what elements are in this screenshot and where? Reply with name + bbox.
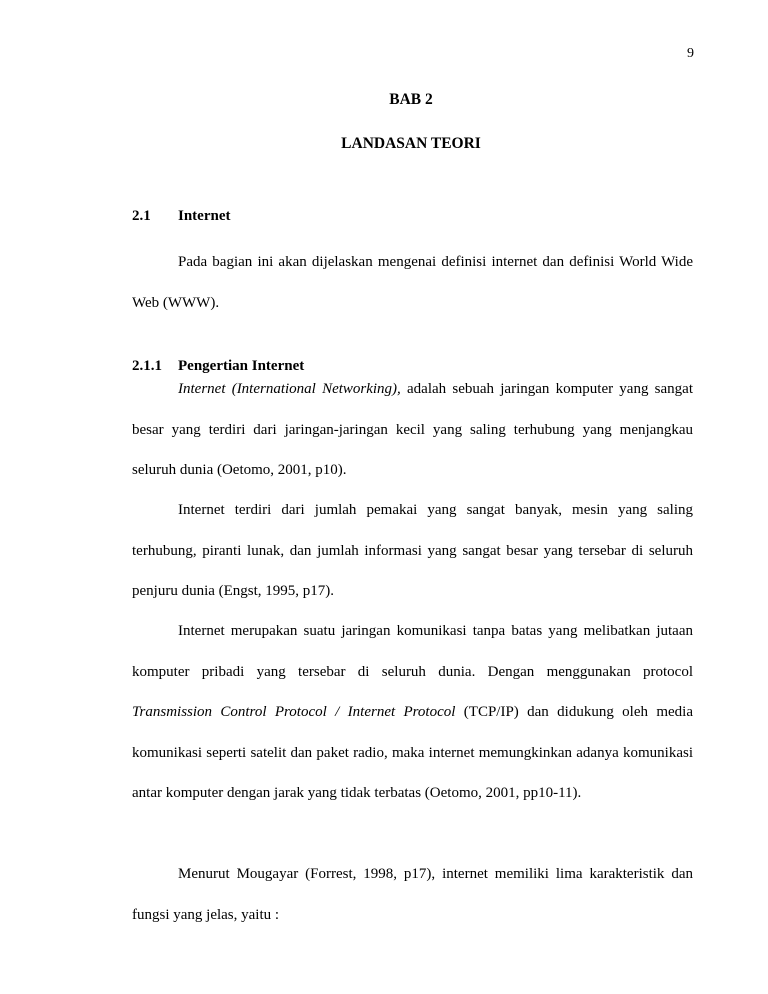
chapter-number: BAB 2 bbox=[389, 91, 433, 108]
paragraph-characteristics: Menurut Mougayar (Forrest, 1998, p17), internet memiliki lima karakteristik dan fungsi yang jelas, yaitu : bbox=[132, 866, 693, 923]
page-number: 9 bbox=[687, 46, 694, 61]
section-number: 2.1 bbox=[132, 208, 151, 224]
paragraph-text-before: Internet merupakan suatu jaringan komunikasi tanpa batas yang melibatkan jutaan komputer pribadi yang tersebar di seluruh dunia. Dengan menggunakan protocol bbox=[132, 623, 693, 680]
section-title: Internet bbox=[178, 208, 231, 224]
section-heading-2-1 bbox=[132, 208, 231, 225]
subsection-title: Pengertian Internet bbox=[178, 358, 305, 374]
paragraph-intro: Pada bagian ini akan dijelaskan mengenai definisi internet dan definisi World Wide Web (WWW). bbox=[132, 254, 693, 311]
paragraph-text-after: (TCP/IP) dan didukung oleh media komunikasi seperti satelit dan paket radio, maka internet memungkinkan adanya komunikasi antar komputer dengan jarak yang tidak terbatas (Oetomo, 2001, pp10-11). bbox=[132, 704, 693, 801]
italic-protocol: Transmission Control Protocol / Internet Protocol bbox=[132, 704, 456, 720]
paragraph-users: Internet terdiri dari jumlah pemakai yang sangat banyak, mesin yang saling terhubung, piranti lunak, dan jumlah informasi yang sangat besar yang tersebar di seluruh penjuru dunia (Engst, 1995, p17). bbox=[132, 502, 693, 599]
italic-term: Internet (International Networking), bbox=[178, 381, 401, 397]
paragraph-network bbox=[132, 611, 693, 814]
chapter-title: LANDASAN TEORI bbox=[341, 135, 481, 152]
subsection-number: 2.1.1 bbox=[132, 358, 162, 374]
paragraph-definition bbox=[132, 369, 693, 491]
paragraph-text: adalah sebuah jaringan komputer yang sangat besar yang terdiri dari jaringan-jaringan kecil yang saling terhubung yang menjangkau seluruh dunia (Oetomo, 2001, p10). bbox=[132, 381, 693, 478]
